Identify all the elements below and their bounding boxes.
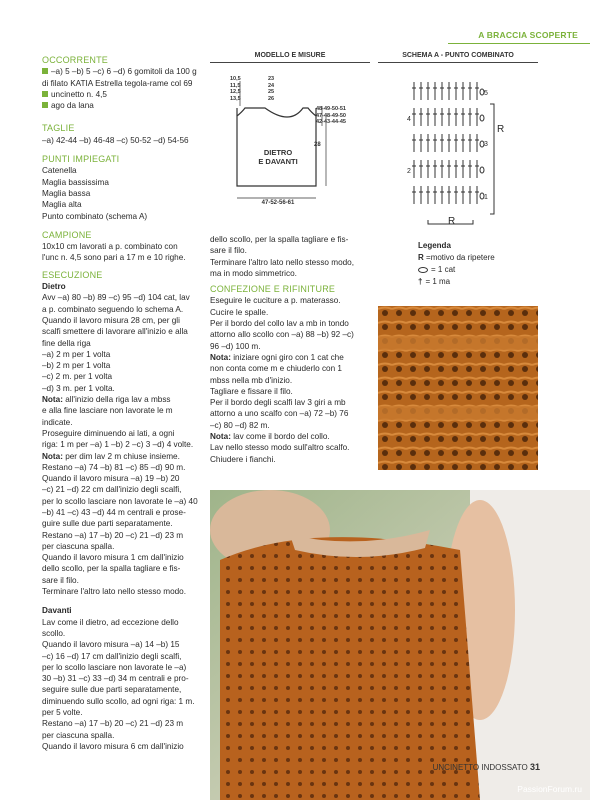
nota-line: Nota: lav come il bordo del collo. bbox=[210, 432, 330, 442]
stitch-chart bbox=[398, 74, 508, 234]
text-line: Eseguire le cuciture a p. materasso. bbox=[210, 296, 341, 306]
text-line: Quando il lavoro misura –a) 14 –b) 15 bbox=[42, 640, 180, 650]
text-line: dello scollo, per la spalla tagliare e fis- bbox=[210, 235, 349, 244]
text-line: scollo. bbox=[42, 628, 66, 638]
bullet-icon bbox=[42, 68, 48, 74]
row-label-1: 1 bbox=[484, 194, 488, 201]
text-line: Terminare l'altro lato nello stesso modo. bbox=[42, 587, 186, 597]
text-line: Per il bordo degli scalfi lav 3 giri a mb bbox=[210, 398, 346, 408]
legend-item: R =motivo da ripetere bbox=[418, 253, 495, 262]
right-dims: 48-49-50-51 47-48-49-50 42-43-44-45 bbox=[316, 106, 346, 125]
text-line: –b) 2 m per 1 volta bbox=[42, 361, 111, 371]
punti-item: Maglia alta bbox=[42, 200, 82, 210]
confezione-title: CONFEZIONE E RIFINITURE bbox=[210, 284, 336, 295]
text-line: per lo scollo lasciare non lavorate le –a) 40 bbox=[42, 496, 198, 506]
text-line: e alla fine lasciare non lavorate le m bbox=[42, 406, 173, 416]
left-dims-a: 10,5 11,5 12,5 13,5 bbox=[230, 76, 241, 102]
text-line: –b) 41 –c) 43 –d) 44 m centrali e prose- bbox=[42, 507, 186, 517]
page-number: 31 bbox=[529, 762, 540, 772]
dietro-title: Dietro bbox=[42, 282, 66, 292]
garment-outline bbox=[237, 108, 316, 186]
davanti-title: Davanti bbox=[42, 606, 72, 616]
text-line: Quando il lavoro misura 28 cm, per gli bbox=[42, 315, 180, 325]
legend-item: = 1 cat bbox=[418, 264, 495, 276]
nota-line: Nota: all'inizio della riga lav a mbss bbox=[42, 395, 171, 405]
schema-rule bbox=[378, 62, 538, 63]
watermark: PassionForum.ru bbox=[517, 784, 582, 794]
text-line: Chiudere i fianchi. bbox=[210, 454, 276, 464]
text-line: 96 –d) 100 m. bbox=[210, 341, 261, 351]
modello-title: MODELLO E MISURE bbox=[254, 52, 326, 59]
text-line: Quando il lavoro misura 1 cm dall'inizio bbox=[42, 553, 184, 563]
section-header-label: A BRACCIA SCOPERTE bbox=[478, 30, 578, 40]
text-line: –a) 2 m per 1 volta bbox=[42, 349, 111, 359]
double-crochet-icon: † bbox=[418, 277, 423, 286]
occorrente-title: OCCORRENTE bbox=[42, 55, 109, 65]
text-line: sare il filo. bbox=[210, 246, 247, 256]
legend-item: † = 1 ma bbox=[418, 277, 451, 286]
height-label: 28 bbox=[314, 142, 321, 148]
text-line: Tagliare e fissare il filo. bbox=[210, 386, 293, 396]
text-line: seguire sulle due parti separatamente, bbox=[42, 685, 182, 695]
text-line: non conta come m e chiuderlo con 1 bbox=[210, 364, 342, 374]
occorrente-line: –a) 5 –b) 5 –c) 6 –d) 6 gomitoli da 100 g bbox=[42, 66, 202, 77]
left-dims-b: 23 24 25 26 bbox=[268, 76, 275, 102]
text-line: –c) 21 –d) 22 cm dall'inizio degli scalfi, bbox=[42, 485, 182, 495]
punti-item: Maglia bassissima bbox=[42, 177, 109, 187]
punti-item: Maglia bassa bbox=[42, 188, 91, 198]
taglie-title: TAGLIE bbox=[42, 123, 75, 134]
chain-mark bbox=[480, 167, 484, 173]
bullet-icon bbox=[42, 102, 48, 108]
repeat-bracket bbox=[490, 104, 494, 214]
text-line: guire sulle due parti separatamente. bbox=[42, 519, 173, 529]
occorrente-line: ago da lana bbox=[42, 100, 202, 111]
text-line: Per il bordo del collo lav a mb in tondo bbox=[210, 319, 349, 329]
text-line: attorno a uno scalfo con –a) 72 –b) 76 bbox=[210, 409, 349, 419]
campione-title: CAMPIONE bbox=[42, 229, 92, 240]
text-line: Proseguire diminuendo ai lati, a ogni bbox=[42, 428, 175, 438]
text-line: per ciascuna spalla. bbox=[42, 730, 115, 740]
repeat-label-vertical: R bbox=[497, 124, 505, 135]
occorrente-line: di filato KATIA Estrella tegola-rame col 69 bbox=[42, 78, 193, 88]
footer bbox=[433, 762, 540, 772]
text-line: sare il filo. bbox=[42, 575, 79, 585]
punti-item: Catenella bbox=[42, 166, 77, 176]
text-line: dello scollo, per la spalla tagliare e fis- bbox=[42, 564, 181, 574]
text-line: Lav nello stesso modo sull'altro scalfo. bbox=[210, 443, 350, 453]
text-line: fine della riga bbox=[42, 338, 91, 348]
text-line: Terminare l'altro lato nello stesso modo, bbox=[210, 257, 354, 267]
chain-mark bbox=[480, 115, 484, 121]
model-photo bbox=[210, 490, 590, 800]
text-line: –d) 3 m. per 1 volta. bbox=[42, 383, 115, 393]
row-label-4: 4 bbox=[407, 116, 411, 123]
text-line: mbss nella mb d'inizio. bbox=[210, 375, 293, 385]
text-line: per ciascuna spalla. bbox=[42, 541, 115, 551]
magazine-name: UNCINETTO INDOSSATO bbox=[432, 763, 528, 772]
section-header bbox=[450, 30, 590, 42]
row-label-3: 3 bbox=[484, 141, 488, 148]
text-line: –c) 2 m. per 1 volta bbox=[42, 372, 113, 382]
text-line: –c) 16 –d) 17 cm dall'inizio degli scalfi, bbox=[42, 651, 182, 661]
swatch-photo bbox=[378, 306, 538, 470]
text-line: per lo scollo lasciare non lavorate le –a) bbox=[42, 662, 187, 672]
text-line: Lav come il dietro, ad eccezione dello bbox=[42, 617, 179, 627]
text-line: Cucire le spalle. bbox=[210, 307, 269, 317]
text-line: riga: 1 m per –a) 1 –b) 2 –c) 3 –d) 4 volte. bbox=[42, 440, 194, 450]
width-label: 47-52-56-61 bbox=[261, 200, 295, 206]
schema-title: SCHEMA A - PUNTO COMBINATO bbox=[402, 52, 514, 59]
repeat-label-horizontal: R bbox=[448, 216, 456, 227]
text-line: indicate. bbox=[42, 417, 73, 427]
nota-line: Nota: iniziare ogni giro con 1 cat che bbox=[210, 352, 344, 362]
text-line: Restano –a) 17 –b) 20 –c) 21 –d) 23 m bbox=[42, 530, 184, 540]
text-line: Restano –a) 74 –b) 81 –c) 85 –d) 90 m. bbox=[42, 462, 186, 472]
text-line: Avv –a) 80 –b) 89 –c) 95 –d) 104 cat, lav bbox=[42, 293, 190, 303]
chain-icon bbox=[418, 267, 428, 273]
row-label-2: 2 bbox=[407, 168, 411, 175]
text-line: 30 –b) 31 –c) 33 –d) 34 m centrali e pro- bbox=[42, 674, 189, 684]
text-line: a p. combinato seguendo lo schema A. bbox=[42, 304, 184, 314]
text-line: attorno allo scollo con –a) 88 –b) 92 –c) bbox=[210, 330, 354, 340]
row-label-5: 5 bbox=[484, 90, 488, 97]
nota-line: Nota: per dim lav 2 m chiuse insieme. bbox=[42, 451, 180, 461]
esecuzione-title: ESECUZIONE bbox=[42, 269, 103, 280]
occorrente-line: uncinetto n. 4,5 bbox=[42, 89, 202, 100]
legend-title: Legenda bbox=[418, 241, 451, 250]
text-line: –c) 80 –d) 82 m. bbox=[210, 420, 270, 430]
punti-item: Punto combinato (schema A) bbox=[42, 211, 148, 221]
column-1 bbox=[42, 55, 202, 752]
text-line: ma in modo simmetrico. bbox=[210, 268, 297, 278]
text-line: Restano –a) 17 –b) 20 –c) 21 –d) 23 m bbox=[42, 719, 184, 729]
bullet-icon bbox=[42, 91, 48, 97]
campione-line: l'unc n. 4,5 sono pari a 17 m e 10 righe. bbox=[42, 253, 186, 263]
text-line: per 5 volte. bbox=[42, 708, 83, 718]
text-line: Quando il lavoro misura –a) 19 –b) 20 bbox=[42, 474, 180, 484]
piece-label: DIETRO E DAVANTI bbox=[258, 148, 298, 166]
text-line: diminuendo sullo scollo, ad ogni riga: 1 m. bbox=[42, 696, 195, 706]
punti-title: PUNTI IMPIEGATI bbox=[42, 154, 120, 165]
modello-rule bbox=[210, 62, 370, 63]
text-line: scalfi smettere di lavorare all'inizio e alla bbox=[42, 327, 188, 337]
taglie-text: –a) 42-44 –b) 46-48 –c) 50-52 –d) 54-56 bbox=[42, 135, 189, 145]
column-2 bbox=[210, 234, 370, 465]
campione-line: 10x10 cm lavorati a p. combinato con bbox=[42, 242, 178, 252]
legend bbox=[418, 240, 495, 288]
text-line: Quando il lavoro misura 6 cm dall'inizio bbox=[42, 741, 184, 751]
header-rule bbox=[448, 43, 590, 44]
